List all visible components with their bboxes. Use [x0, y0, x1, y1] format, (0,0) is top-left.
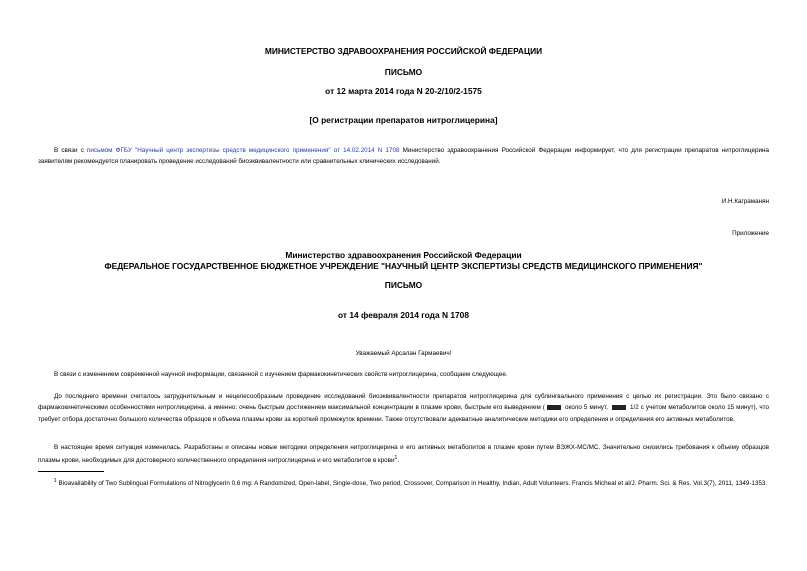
- paragraph-2-part-b: около 5 минут,: [562, 404, 610, 412]
- footnote-reference[interactable]: 1: [394, 455, 398, 462]
- footnote-text: Bioavailability of Two Sublingual Formulations of Nitroglycerin 0.6 mg: A Randomized, Open-label, Single-dose, Two period, Crossover, Comparison in Healthy, Indian, Adult Volunteers. Francis Micheal et al/J. Pharm. Sci. & Res. Vol.3(7), 2011, 1349-1353.: [58, 480, 768, 488]
- appendix-letter-type: ПИСЬМО: [384, 280, 423, 290]
- paragraph-prefix: В связи с: [54, 147, 87, 154]
- referenced-letter-link[interactable]: письмом ФГБУ "Научный центр экспертизы средств медицинского применения" от 14.02.2014 N 1708: [87, 147, 400, 154]
- appendix-ministry: Министерство здравоохранения Российской Федерации: [285, 250, 522, 260]
- paragraph-3-text: В настоящее время ситуация изменилась. Разработаны и описаны новые методики определения нитроглицерина и его активных метаболитов в плазме крови путем ВЭЖХ-МС/МС. Значительно снизились требования к объему образцов плазмы крови, необходимых для достоверного количественного определения нитроглицерина и его метаболитов в крови: [38, 444, 769, 465]
- appendix-paragraph-2: [38, 391, 769, 425]
- formula-symbol-icon: [547, 405, 561, 410]
- paragraph-2-part-c: 1/2 с учетом метаболитов около 15 минут), что требует отбора достаточно большого количества образцов и объема плазмы крови за короткий промежуток времени. Также отсутствовали адекватные аналитические методики его определения и определения его активных метаболитов.: [38, 404, 769, 423]
- appendix-label: Приложение: [732, 230, 769, 237]
- ministry-heading: МИНИСТЕРСТВО ЗДРАВООХРАНЕНИЯ РОССИЙСКОЙ ФЕДЕРАЦИИ: [264, 46, 543, 56]
- paragraph-3-end: .: [397, 457, 400, 465]
- footnote: [38, 476, 769, 489]
- greeting: Уважаемый Арсалан Гармаевич!: [355, 350, 452, 357]
- signature: И.Н.Каграманян: [721, 198, 769, 205]
- letter-type: ПИСЬМО: [384, 67, 423, 77]
- footnote-divider: [38, 471, 104, 472]
- letter-subject: [О регистрации препаратов нитроглицерина]: [309, 115, 498, 125]
- appendix-letter-date: от 14 февраля 2014 года N 1708: [338, 310, 469, 320]
- letter-paragraph: [38, 145, 769, 168]
- paragraph-2-part-a: До последнего времени считалось затруднительным и нецелесообразным проведение исследований биоэквивалентности препаратов нитроглицерина для сублингвального применения с целью их регистрации. Это было связано с фармакокинетическими особенностями нитроглицерина, а именно: очень быстрым достижением максимальной концентрации в плазме крови, быстрым его выведением (: [38, 393, 769, 412]
- paragraph-text: Министерство здравоохранения Российской Федерации информирует, что для регистрации препаратов нитроглицерина заявителям рекомендуется планировать проведение исследований биоэквивалентности или сравнительных клинических исследований.: [38, 147, 769, 166]
- appendix-paragraph-1: В связи с изменением современной научной информации, связанной с изучением фармакокинетических свойств нитроглицерина, сообщаем следующее.: [54, 371, 508, 378]
- formula-symbol-icon: [612, 405, 626, 410]
- letter-date: от 12 марта 2014 года N 20-2/10/2-1575: [325, 86, 482, 96]
- footnote-marker: 1: [54, 478, 57, 484]
- appendix-institution: ФЕДЕРАЛЬНОЕ ГОСУДАРСТВЕННОЕ БЮДЖЕТНОЕ УЧРЕЖДЕНИЕ "НАУЧНЫЙ ЦЕНТР ЭКСПЕРТИЗЫ СРЕДСТВ МЕДИЦИНСКОГО ПРИМЕНЕНИЯ": [104, 261, 703, 271]
- appendix-paragraph-3: [38, 442, 769, 467]
